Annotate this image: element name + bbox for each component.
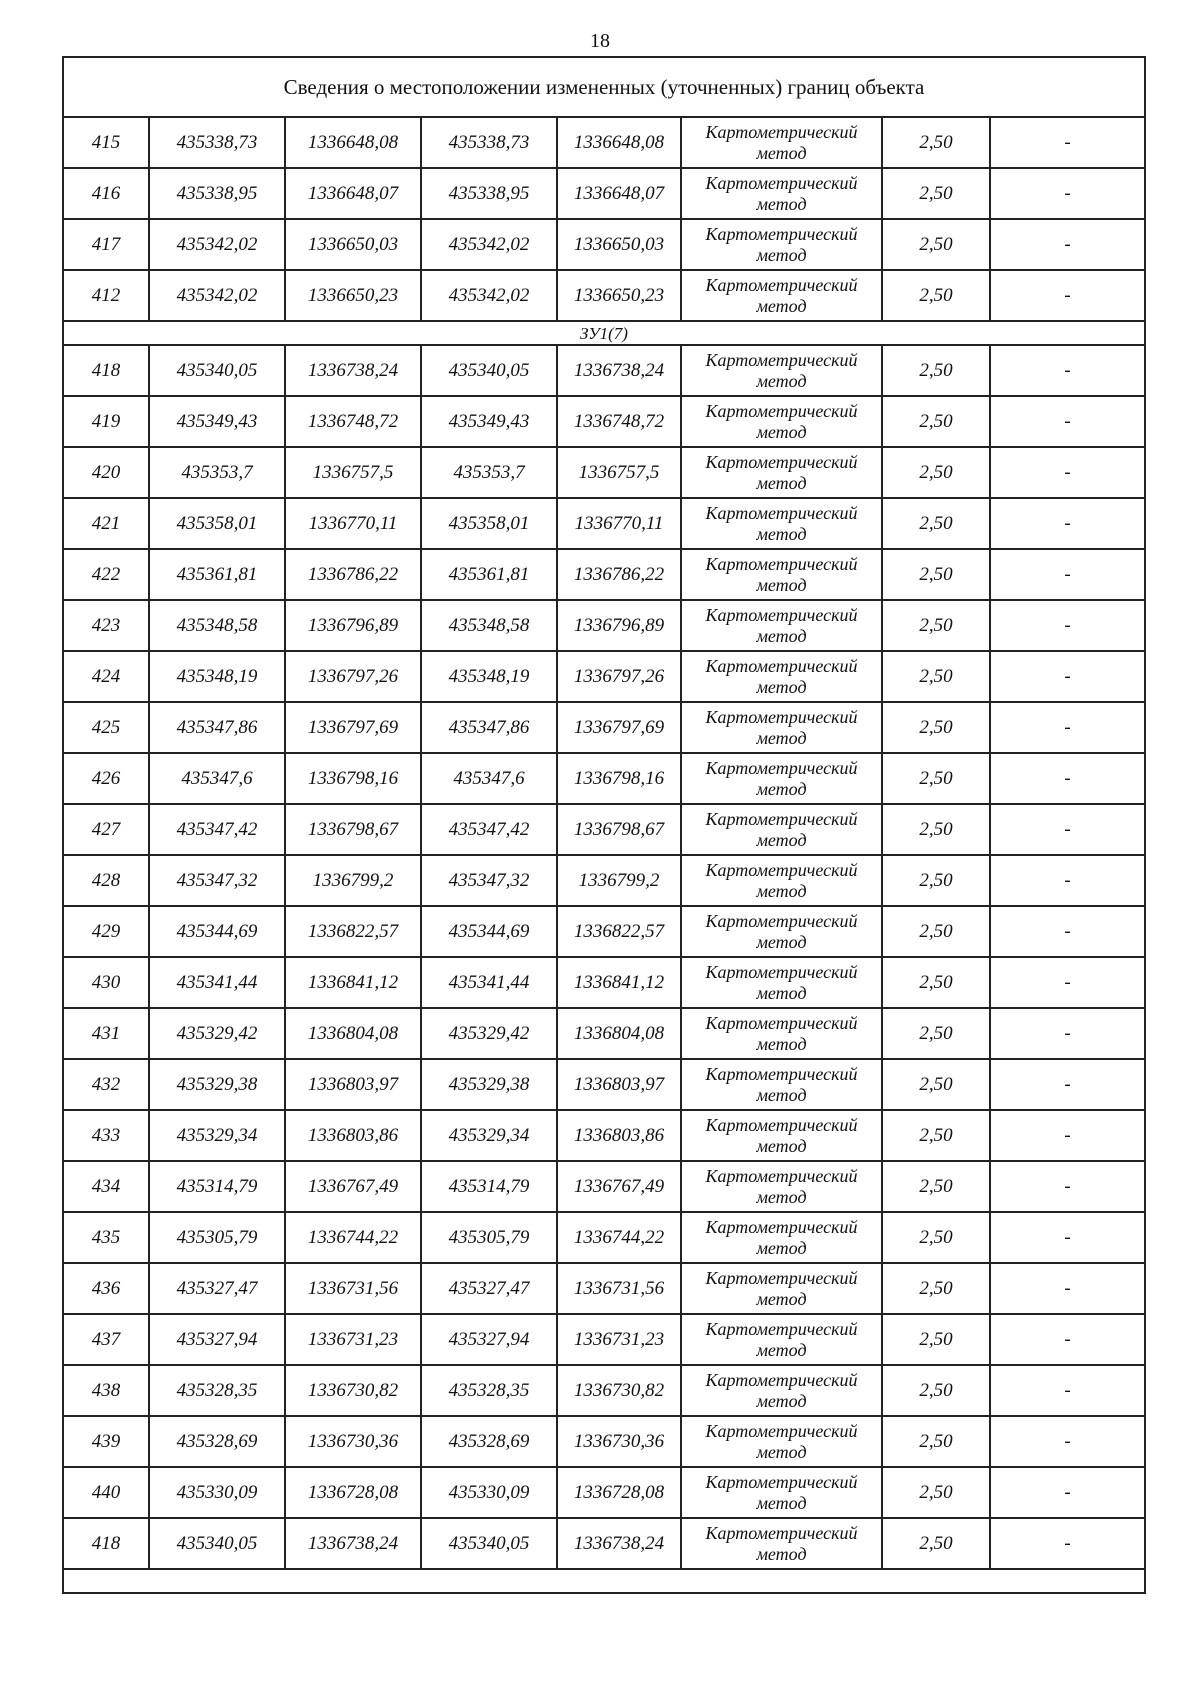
x-old-cell: 435342,02 <box>149 219 285 270</box>
x-old-cell: 435328,35 <box>149 1365 285 1416</box>
x-old-cell: 435338,73 <box>149 117 285 168</box>
description-cell: - <box>990 117 1145 168</box>
y-new-cell: 1336841,12 <box>557 957 681 1008</box>
method-cell: Картометрический метод <box>681 117 882 168</box>
point-number-cell: 439 <box>63 1416 149 1467</box>
x-new-cell: 435329,38 <box>421 1059 557 1110</box>
x-new-cell: 435327,47 <box>421 1263 557 1314</box>
description-cell: - <box>990 906 1145 957</box>
accuracy-cell: 2,50 <box>882 1212 990 1263</box>
x-new-cell: 435329,42 <box>421 1008 557 1059</box>
point-number-cell: 432 <box>63 1059 149 1110</box>
x-new-cell: 435329,34 <box>421 1110 557 1161</box>
x-old-cell: 435330,09 <box>149 1467 285 1518</box>
description-cell: - <box>990 753 1145 804</box>
y-old-cell: 1336799,2 <box>285 855 421 906</box>
table-row <box>63 219 1145 270</box>
y-old-cell: 1336797,26 <box>285 651 421 702</box>
point-number-cell: 419 <box>63 396 149 447</box>
y-new-cell: 1336799,2 <box>557 855 681 906</box>
table-row <box>63 549 1145 600</box>
x-new-cell: 435330,09 <box>421 1467 557 1518</box>
x-old-cell: 435347,86 <box>149 702 285 753</box>
y-old-cell: 1336822,57 <box>285 906 421 957</box>
method-cell: Картометрический метод <box>681 219 882 270</box>
x-old-cell: 435341,44 <box>149 957 285 1008</box>
description-cell: - <box>990 804 1145 855</box>
method-cell: Картометрический метод <box>681 1059 882 1110</box>
point-number-cell: 420 <box>63 447 149 498</box>
table-row <box>63 906 1145 957</box>
description-cell: - <box>990 447 1145 498</box>
table-row <box>63 1416 1145 1467</box>
x-new-cell: 435347,42 <box>421 804 557 855</box>
accuracy-cell: 2,50 <box>882 396 990 447</box>
point-number-cell: 434 <box>63 1161 149 1212</box>
method-cell: Картометрический метод <box>681 855 882 906</box>
y-new-cell: 1336650,03 <box>557 219 681 270</box>
table-row <box>63 1008 1145 1059</box>
x-old-cell: 435340,05 <box>149 345 285 396</box>
x-old-cell: 435347,32 <box>149 855 285 906</box>
table-row <box>63 600 1145 651</box>
y-new-cell: 1336803,86 <box>557 1110 681 1161</box>
description-cell: - <box>990 855 1145 906</box>
table-footer-row <box>63 1569 1145 1593</box>
method-cell: Картометрический метод <box>681 396 882 447</box>
accuracy-cell: 2,50 <box>882 498 990 549</box>
y-old-cell: 1336731,56 <box>285 1263 421 1314</box>
y-old-cell: 1336738,24 <box>285 1518 421 1569</box>
y-new-cell: 1336770,11 <box>557 498 681 549</box>
y-old-cell: 1336748,72 <box>285 396 421 447</box>
accuracy-cell: 2,50 <box>882 1161 990 1212</box>
method-cell: Картометрический метод <box>681 1467 882 1518</box>
x-new-cell: 435342,02 <box>421 219 557 270</box>
y-new-cell: 1336650,23 <box>557 270 681 321</box>
y-new-cell: 1336797,26 <box>557 651 681 702</box>
x-new-cell: 435358,01 <box>421 498 557 549</box>
description-cell: - <box>990 1212 1145 1263</box>
table-title: Сведения о местоположении измененных (уточненных) границ объекта <box>63 57 1145 117</box>
accuracy-cell: 2,50 <box>882 447 990 498</box>
method-cell: Картометрический метод <box>681 702 882 753</box>
table-row <box>63 1467 1145 1518</box>
method-cell: Картометрический метод <box>681 1365 882 1416</box>
x-old-cell: 435361,81 <box>149 549 285 600</box>
y-new-cell: 1336738,24 <box>557 1518 681 1569</box>
method-cell: Картометрический метод <box>681 1314 882 1365</box>
x-new-cell: 435348,19 <box>421 651 557 702</box>
x-old-cell: 435344,69 <box>149 906 285 957</box>
accuracy-cell: 2,50 <box>882 1110 990 1161</box>
y-new-cell: 1336803,97 <box>557 1059 681 1110</box>
accuracy-cell: 2,50 <box>882 117 990 168</box>
x-old-cell: 435314,79 <box>149 1161 285 1212</box>
table-row <box>63 753 1145 804</box>
point-number-cell: 440 <box>63 1467 149 1518</box>
x-new-cell: 435349,43 <box>421 396 557 447</box>
accuracy-cell: 2,50 <box>882 906 990 957</box>
y-new-cell: 1336731,23 <box>557 1314 681 1365</box>
section-label: ЗУ1(7) <box>63 321 1145 345</box>
y-old-cell: 1336744,22 <box>285 1212 421 1263</box>
accuracy-cell: 2,50 <box>882 1059 990 1110</box>
x-old-cell: 435340,05 <box>149 1518 285 1569</box>
x-new-cell: 435344,69 <box>421 906 557 957</box>
x-new-cell: 435338,95 <box>421 168 557 219</box>
description-cell: - <box>990 1365 1145 1416</box>
description-cell: - <box>990 345 1145 396</box>
accuracy-cell: 2,50 <box>882 1314 990 1365</box>
y-new-cell: 1336798,16 <box>557 753 681 804</box>
description-cell: - <box>990 396 1145 447</box>
description-cell: - <box>990 219 1145 270</box>
y-new-cell: 1336822,57 <box>557 906 681 957</box>
description-cell: - <box>990 1263 1145 1314</box>
method-cell: Картометрический метод <box>681 1161 882 1212</box>
method-cell: Картометрический метод <box>681 447 882 498</box>
x-old-cell: 435342,02 <box>149 270 285 321</box>
description-cell: - <box>990 957 1145 1008</box>
x-new-cell: 435341,44 <box>421 957 557 1008</box>
x-old-cell: 435338,95 <box>149 168 285 219</box>
point-number-cell: 422 <box>63 549 149 600</box>
y-old-cell: 1336730,36 <box>285 1416 421 1467</box>
table-row <box>63 957 1145 1008</box>
method-cell: Картометрический метод <box>681 345 882 396</box>
accuracy-cell: 2,50 <box>882 753 990 804</box>
description-cell: - <box>990 600 1145 651</box>
table-row <box>63 1365 1145 1416</box>
description-cell: - <box>990 549 1145 600</box>
description-cell: - <box>990 1059 1145 1110</box>
x-new-cell: 435328,35 <box>421 1365 557 1416</box>
table-row <box>63 396 1145 447</box>
method-cell: Картометрический метод <box>681 651 882 702</box>
x-old-cell: 435349,43 <box>149 396 285 447</box>
boundary-coordinates-table <box>62 56 1146 1594</box>
y-old-cell: 1336770,11 <box>285 498 421 549</box>
method-cell: Картометрический метод <box>681 498 882 549</box>
x-old-cell: 435327,94 <box>149 1314 285 1365</box>
x-old-cell: 435347,42 <box>149 804 285 855</box>
y-old-cell: 1336798,16 <box>285 753 421 804</box>
table-row <box>63 168 1145 219</box>
y-old-cell: 1336804,08 <box>285 1008 421 1059</box>
table-row <box>63 1518 1145 1569</box>
x-new-cell: 435342,02 <box>421 270 557 321</box>
x-old-cell: 435353,7 <box>149 447 285 498</box>
y-new-cell: 1336730,36 <box>557 1416 681 1467</box>
point-number-cell: 429 <box>63 906 149 957</box>
method-cell: Картометрический метод <box>681 1008 882 1059</box>
accuracy-cell: 2,50 <box>882 1365 990 1416</box>
x-new-cell: 435347,6 <box>421 753 557 804</box>
y-new-cell: 1336648,07 <box>557 168 681 219</box>
section-header-row <box>63 321 1145 345</box>
table-row <box>63 1161 1145 1212</box>
x-old-cell: 435329,34 <box>149 1110 285 1161</box>
x-old-cell: 435329,42 <box>149 1008 285 1059</box>
method-cell: Картометрический метод <box>681 600 882 651</box>
accuracy-cell: 2,50 <box>882 600 990 651</box>
method-cell: Картометрический метод <box>681 270 882 321</box>
table-row <box>63 651 1145 702</box>
description-cell: - <box>990 1110 1145 1161</box>
method-cell: Картометрический метод <box>681 549 882 600</box>
description-cell: - <box>990 1161 1145 1212</box>
x-old-cell: 435305,79 <box>149 1212 285 1263</box>
x-old-cell: 435328,69 <box>149 1416 285 1467</box>
table-body <box>63 57 1145 1593</box>
y-old-cell: 1336757,5 <box>285 447 421 498</box>
table-footer-cell <box>63 1569 1145 1593</box>
method-cell: Картометрический метод <box>681 753 882 804</box>
method-cell: Картометрический метод <box>681 1416 882 1467</box>
x-new-cell: 435327,94 <box>421 1314 557 1365</box>
table-row <box>63 1059 1145 1110</box>
method-cell: Картометрический метод <box>681 1518 882 1569</box>
x-new-cell: 435305,79 <box>421 1212 557 1263</box>
x-new-cell: 435338,73 <box>421 117 557 168</box>
description-cell: - <box>990 1008 1145 1059</box>
accuracy-cell: 2,50 <box>882 270 990 321</box>
accuracy-cell: 2,50 <box>882 168 990 219</box>
y-old-cell: 1336738,24 <box>285 345 421 396</box>
x-old-cell: 435348,58 <box>149 600 285 651</box>
point-number-cell: 415 <box>63 117 149 168</box>
point-number-cell: 424 <box>63 651 149 702</box>
point-number-cell: 426 <box>63 753 149 804</box>
point-number-cell: 438 <box>63 1365 149 1416</box>
point-number-cell: 436 <box>63 1263 149 1314</box>
point-number-cell: 430 <box>63 957 149 1008</box>
y-old-cell: 1336650,23 <box>285 270 421 321</box>
point-number-cell: 428 <box>63 855 149 906</box>
y-new-cell: 1336738,24 <box>557 345 681 396</box>
point-number-cell: 433 <box>63 1110 149 1161</box>
description-cell: - <box>990 270 1145 321</box>
x-old-cell: 435347,6 <box>149 753 285 804</box>
page-number: 18 <box>590 30 610 52</box>
description-cell: - <box>990 1467 1145 1518</box>
y-old-cell: 1336648,08 <box>285 117 421 168</box>
method-cell: Картометрический метод <box>681 957 882 1008</box>
point-number-cell: 418 <box>63 345 149 396</box>
method-cell: Картометрический метод <box>681 906 882 957</box>
y-new-cell: 1336730,82 <box>557 1365 681 1416</box>
y-new-cell: 1336798,67 <box>557 804 681 855</box>
y-new-cell: 1336748,72 <box>557 396 681 447</box>
description-cell: - <box>990 1518 1145 1569</box>
x-new-cell: 435353,7 <box>421 447 557 498</box>
table-row <box>63 804 1145 855</box>
y-old-cell: 1336728,08 <box>285 1467 421 1518</box>
table-row <box>63 345 1145 396</box>
y-old-cell: 1336841,12 <box>285 957 421 1008</box>
accuracy-cell: 2,50 <box>882 1008 990 1059</box>
y-old-cell: 1336797,69 <box>285 702 421 753</box>
accuracy-cell: 2,50 <box>882 1518 990 1569</box>
y-old-cell: 1336650,03 <box>285 219 421 270</box>
y-old-cell: 1336796,89 <box>285 600 421 651</box>
y-new-cell: 1336731,56 <box>557 1263 681 1314</box>
accuracy-cell: 2,50 <box>882 549 990 600</box>
table-row <box>63 702 1145 753</box>
table-row <box>63 1263 1145 1314</box>
description-cell: - <box>990 1416 1145 1467</box>
x-new-cell: 435328,69 <box>421 1416 557 1467</box>
description-cell: - <box>990 168 1145 219</box>
y-new-cell: 1336804,08 <box>557 1008 681 1059</box>
description-cell: - <box>990 1314 1145 1365</box>
y-new-cell: 1336797,69 <box>557 702 681 753</box>
method-cell: Картометрический метод <box>681 1263 882 1314</box>
x-old-cell: 435348,19 <box>149 651 285 702</box>
accuracy-cell: 2,50 <box>882 1467 990 1518</box>
x-new-cell: 435340,05 <box>421 345 557 396</box>
y-old-cell: 1336730,82 <box>285 1365 421 1416</box>
accuracy-cell: 2,50 <box>882 804 990 855</box>
description-cell: - <box>990 651 1145 702</box>
table-row <box>63 1212 1145 1263</box>
y-old-cell: 1336803,97 <box>285 1059 421 1110</box>
method-cell: Картометрический метод <box>681 168 882 219</box>
accuracy-cell: 2,50 <box>882 345 990 396</box>
y-new-cell: 1336767,49 <box>557 1161 681 1212</box>
point-number-cell: 423 <box>63 600 149 651</box>
y-old-cell: 1336767,49 <box>285 1161 421 1212</box>
point-number-cell: 435 <box>63 1212 149 1263</box>
table-row <box>63 855 1145 906</box>
point-number-cell: 416 <box>63 168 149 219</box>
point-number-cell: 425 <box>63 702 149 753</box>
x-new-cell: 435347,32 <box>421 855 557 906</box>
accuracy-cell: 2,50 <box>882 1416 990 1467</box>
x-new-cell: 435347,86 <box>421 702 557 753</box>
y-new-cell: 1336648,08 <box>557 117 681 168</box>
y-old-cell: 1336803,86 <box>285 1110 421 1161</box>
y-old-cell: 1336648,07 <box>285 168 421 219</box>
y-old-cell: 1336798,67 <box>285 804 421 855</box>
point-number-cell: 412 <box>63 270 149 321</box>
table-row <box>63 447 1145 498</box>
y-old-cell: 1336731,23 <box>285 1314 421 1365</box>
accuracy-cell: 2,50 <box>882 855 990 906</box>
x-new-cell: 435340,05 <box>421 1518 557 1569</box>
point-number-cell: 427 <box>63 804 149 855</box>
method-cell: Картометрический метод <box>681 1212 882 1263</box>
point-number-cell: 417 <box>63 219 149 270</box>
point-number-cell: 421 <box>63 498 149 549</box>
y-new-cell: 1336757,5 <box>557 447 681 498</box>
table-row <box>63 270 1145 321</box>
accuracy-cell: 2,50 <box>882 651 990 702</box>
y-new-cell: 1336786,22 <box>557 549 681 600</box>
x-new-cell: 435348,58 <box>421 600 557 651</box>
point-number-cell: 418 <box>63 1518 149 1569</box>
table-title-row <box>63 57 1145 117</box>
description-cell: - <box>990 702 1145 753</box>
y-new-cell: 1336744,22 <box>557 1212 681 1263</box>
point-number-cell: 437 <box>63 1314 149 1365</box>
point-number-cell: 431 <box>63 1008 149 1059</box>
table-row <box>63 498 1145 549</box>
x-old-cell: 435327,47 <box>149 1263 285 1314</box>
x-new-cell: 435314,79 <box>421 1161 557 1212</box>
accuracy-cell: 2,50 <box>882 219 990 270</box>
x-old-cell: 435329,38 <box>149 1059 285 1110</box>
table-row <box>63 1314 1145 1365</box>
y-new-cell: 1336728,08 <box>557 1467 681 1518</box>
accuracy-cell: 2,50 <box>882 1263 990 1314</box>
x-old-cell: 435358,01 <box>149 498 285 549</box>
y-new-cell: 1336796,89 <box>557 600 681 651</box>
table-row <box>63 117 1145 168</box>
description-cell: - <box>990 498 1145 549</box>
accuracy-cell: 2,50 <box>882 702 990 753</box>
accuracy-cell: 2,50 <box>882 957 990 1008</box>
method-cell: Картометрический метод <box>681 804 882 855</box>
table-row <box>63 1110 1145 1161</box>
y-old-cell: 1336786,22 <box>285 549 421 600</box>
x-new-cell: 435361,81 <box>421 549 557 600</box>
method-cell: Картометрический метод <box>681 1110 882 1161</box>
